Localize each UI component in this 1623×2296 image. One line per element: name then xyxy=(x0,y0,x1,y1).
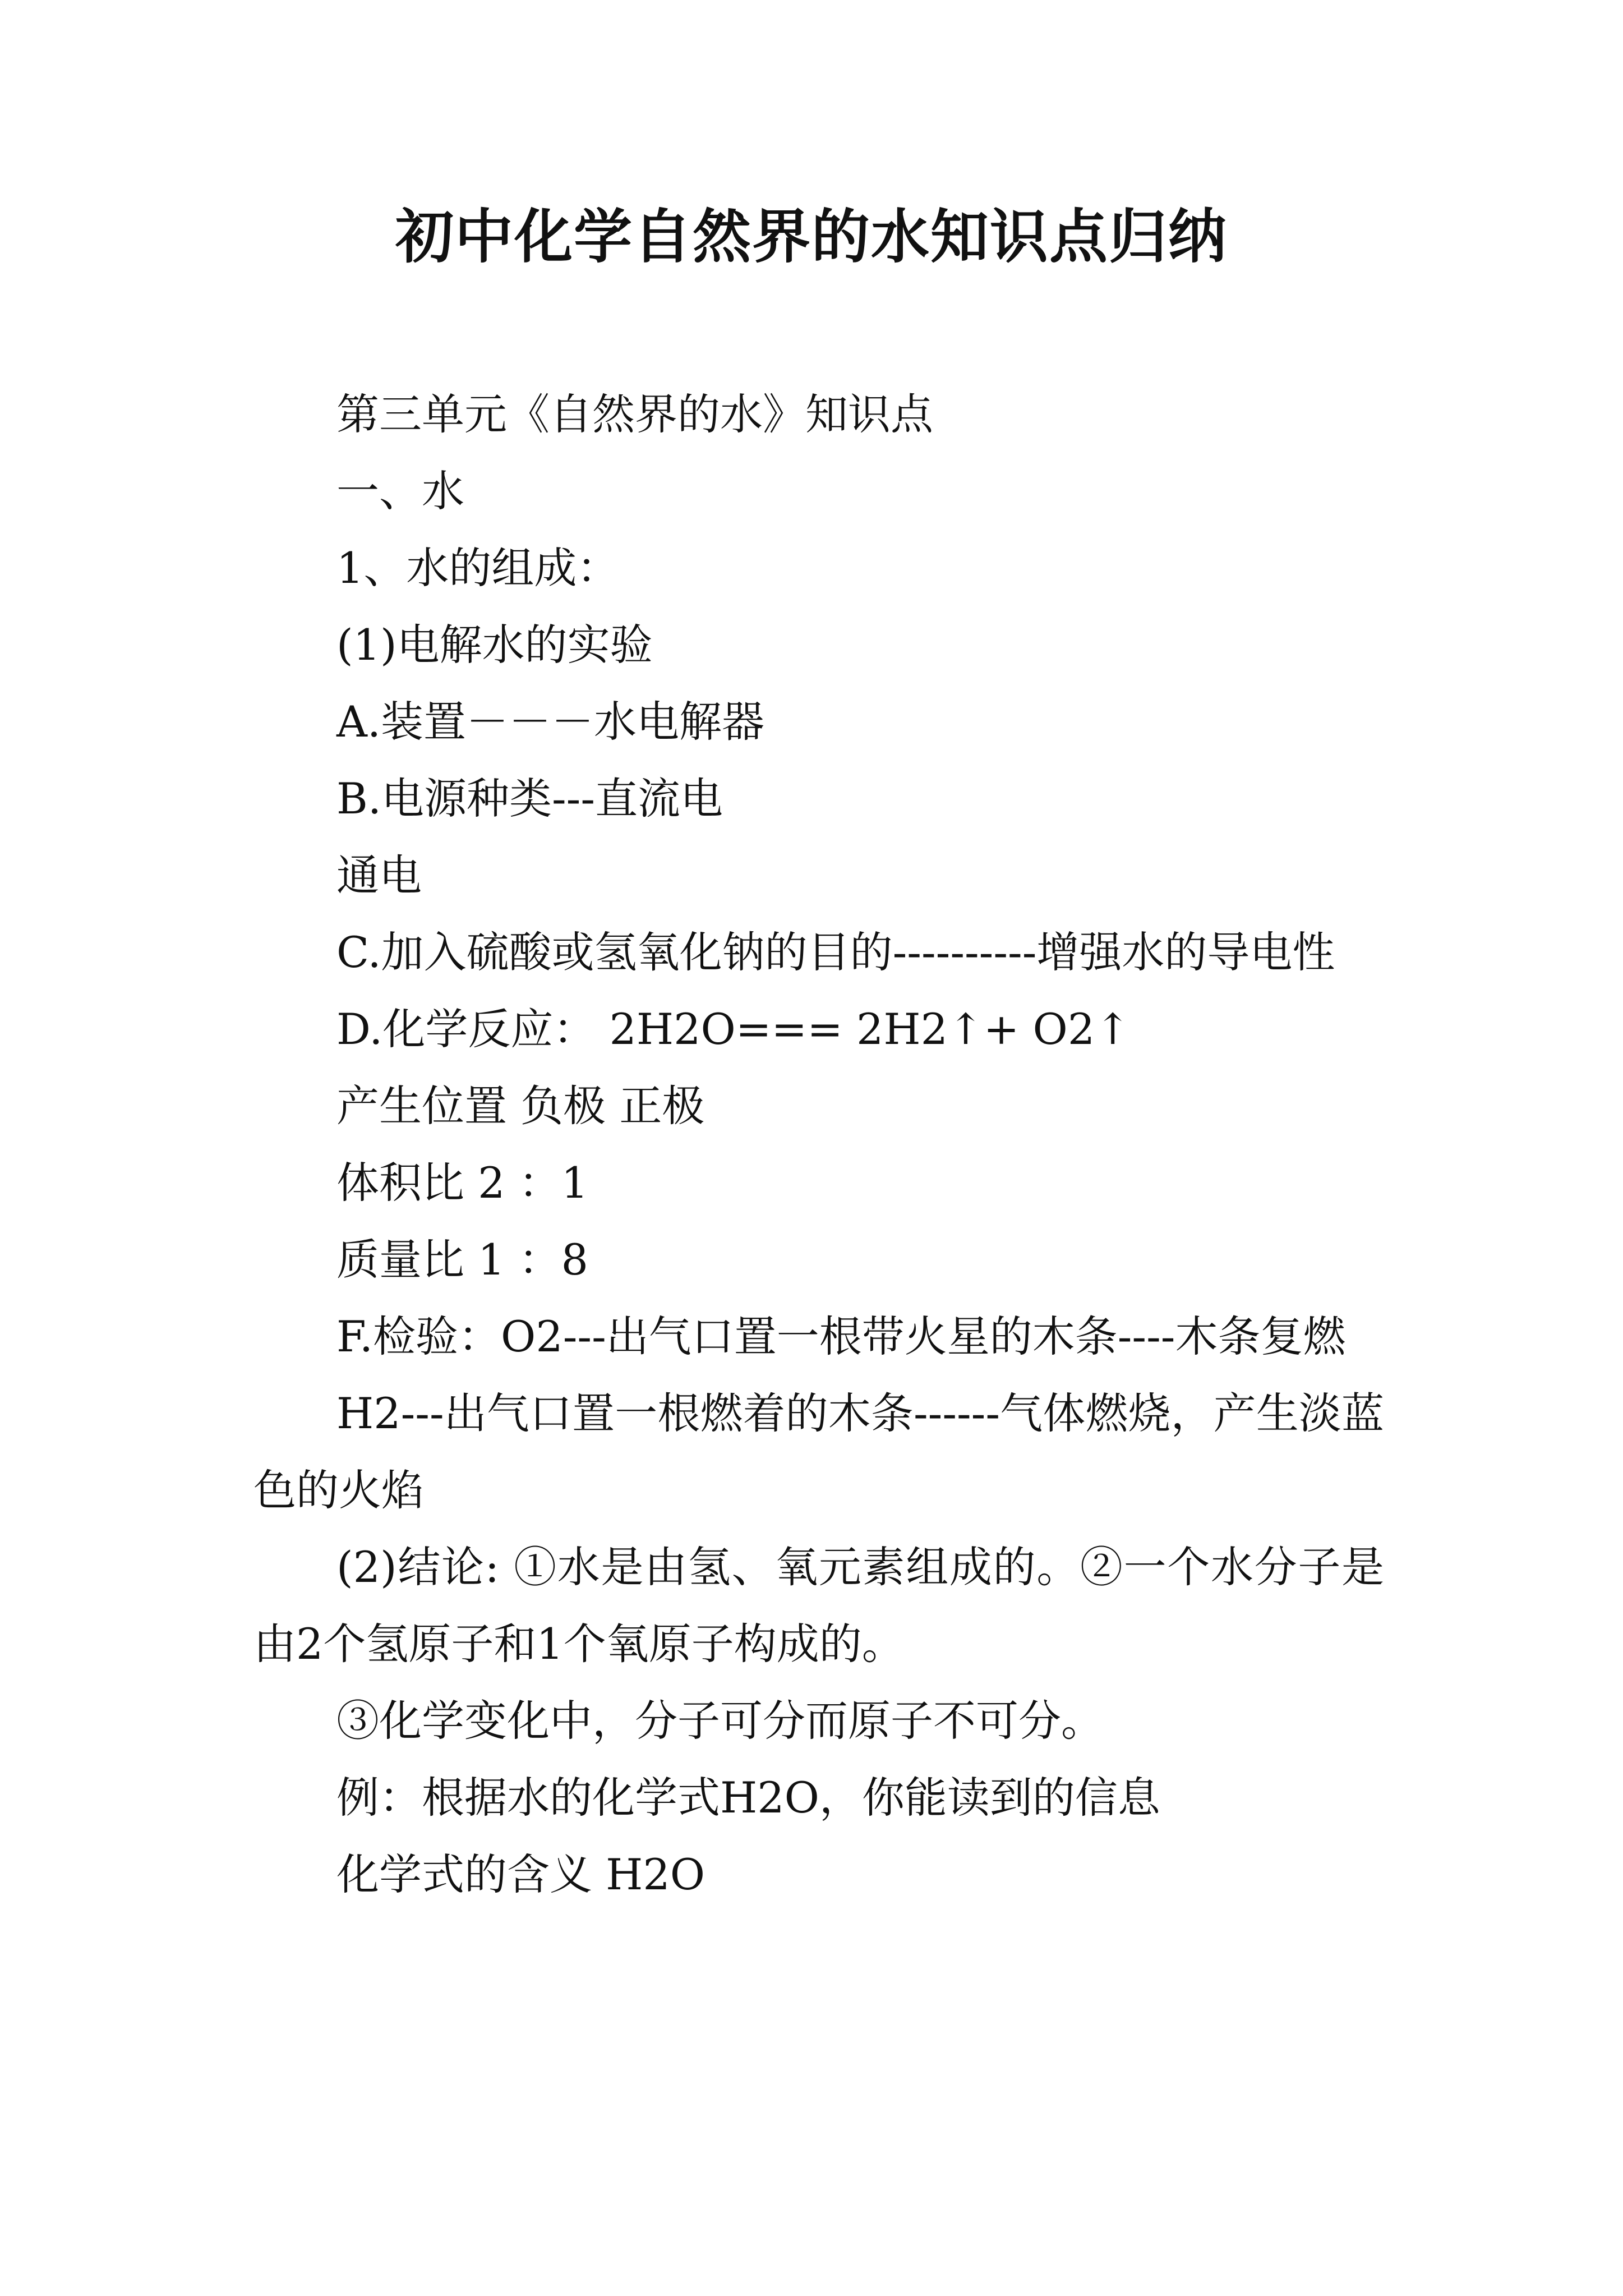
unit-heading: 第三单元《自然界的水》知识点 xyxy=(336,389,933,439)
energize-line: 通电 xyxy=(336,850,422,900)
oxygen-test-paragraph: F.检验：O2---出气口置一根带火星的木条----木条复燃 xyxy=(336,1312,1346,1361)
production-location-line: 产生位置 负极 正极 xyxy=(336,1081,705,1131)
apparatus-line: A.装置－－－水电解器 xyxy=(336,697,765,747)
chemical-reaction-line: D.化学反应： 2H2O=== 2H2↑+ O2↑ xyxy=(336,1004,1131,1054)
document-body xyxy=(253,376,1384,1913)
conclusion-point-three: ③化学变化中，分子可分而原子不可分。 xyxy=(336,1696,1104,1746)
document-title: 初中化学自然界的水知识点归纳 xyxy=(395,203,1228,271)
electrolysis-experiment-heading: (1)电解水的实验 xyxy=(336,620,653,670)
subsection-water-composition: 1、水的组成： xyxy=(336,543,620,593)
formula-meaning-line: 化学式的含义 H2O xyxy=(336,1849,706,1899)
example-line: 例：根据水的化学式H2O，你能读到的信息 xyxy=(336,1773,1160,1823)
additive-purpose-paragraph: C.加入硫酸或氢氧化钠的目的----------增强水的导电性 xyxy=(336,927,1335,977)
mass-ratio-line: 质量比 1 ：8 xyxy=(336,1235,589,1285)
section-heading-water: 一、水 xyxy=(336,466,464,516)
power-source-line: B.电源种类---直流电 xyxy=(336,774,723,823)
volume-ratio-line: 体积比 2 ：1 xyxy=(336,1158,589,1208)
hydrogen-test-paragraph: H2---出气口置一根燃着的木条------气体燃烧，产生淡蓝色的火焰 xyxy=(253,1388,1384,1515)
conclusion-paragraph: (2)结论: ①水是由氢、氧元素组成的。②一个水分子是由2个氢原子和1个氧原子构成的。 xyxy=(253,1542,1384,1669)
